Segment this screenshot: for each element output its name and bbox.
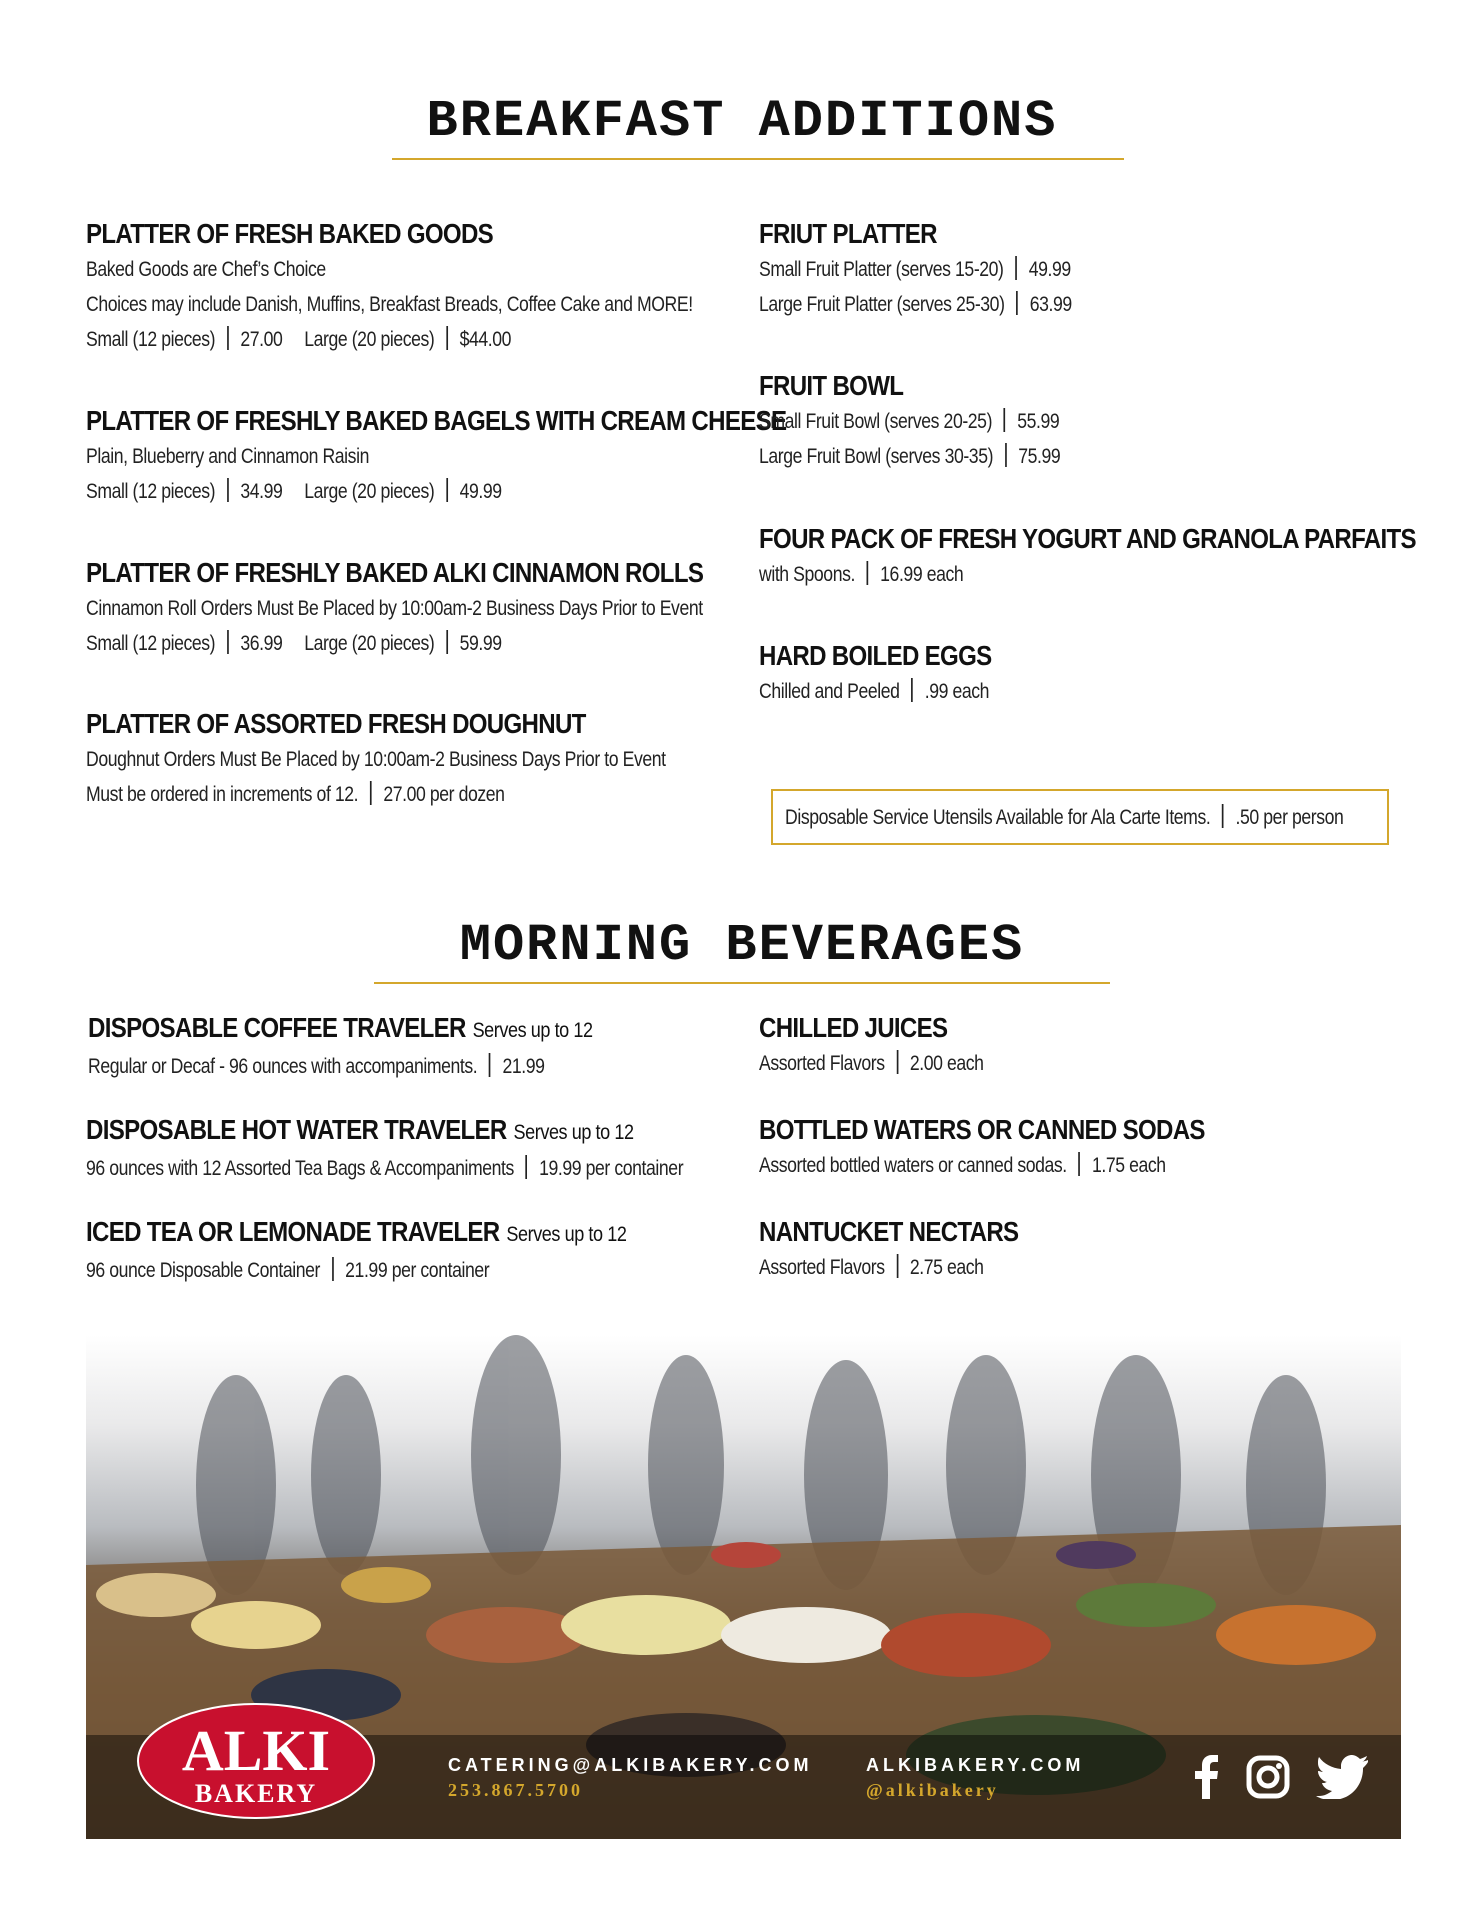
separator bbox=[489, 1053, 491, 1077]
separator bbox=[911, 678, 913, 702]
size-label: Large Fruit Bowl (serves 30-35) bbox=[759, 445, 994, 468]
item-prices bbox=[86, 1253, 614, 1288]
menu-item-parfaits bbox=[759, 521, 1484, 592]
social-handle[interactable]: @alkibakery bbox=[866, 1780, 999, 1800]
price: 49.99 bbox=[459, 480, 502, 503]
price: 19.99 per container bbox=[539, 1157, 684, 1180]
price: 16.99 each bbox=[880, 563, 964, 586]
item-prices bbox=[759, 674, 989, 709]
item-prices bbox=[86, 777, 666, 812]
item-title: HARD BOILED EGGS bbox=[759, 640, 992, 671]
separator bbox=[446, 478, 448, 502]
separator bbox=[446, 630, 448, 654]
size-label: Large (20 pieces) bbox=[304, 328, 435, 351]
price: .50 per person bbox=[1235, 806, 1344, 829]
size-label: Chilled and Peeled bbox=[759, 680, 900, 703]
separator bbox=[896, 1050, 898, 1074]
item-title: BOTTLED WATERS OR CANNED SODAS bbox=[759, 1114, 1205, 1145]
item-prices bbox=[759, 1148, 1194, 1183]
item-prices bbox=[759, 1046, 984, 1081]
separator bbox=[332, 1257, 334, 1281]
separator bbox=[1015, 256, 1017, 280]
menu-item-iced-tea-traveler bbox=[86, 1214, 714, 1288]
menu-item-coffee-traveler bbox=[88, 1010, 675, 1084]
utensils-line bbox=[785, 800, 1343, 835]
breakfast-title-rule bbox=[392, 158, 1124, 160]
email-link[interactable]: CATERING@ALKIBAKERY.COM bbox=[448, 1755, 813, 1775]
website-link[interactable]: ALKIBAKERY.COM bbox=[866, 1755, 1085, 1775]
separator bbox=[867, 561, 869, 585]
item-title: DISPOSABLE COFFEE TRAVELER bbox=[88, 1012, 466, 1043]
separator bbox=[526, 1155, 528, 1179]
size-label: Small (12 pieces) bbox=[86, 632, 216, 655]
item-description: Assorted bottled waters or canned sodas. bbox=[759, 1154, 1067, 1177]
utensils-notice bbox=[771, 789, 1389, 845]
price: 75.99 bbox=[1018, 445, 1061, 468]
item-prices bbox=[759, 1250, 1012, 1285]
item-prices bbox=[86, 1151, 683, 1186]
menu-item-eggs bbox=[759, 638, 1033, 709]
item-title: FOUR PACK OF FRESH YOGURT AND GRANOLA PARFAITS bbox=[759, 523, 1416, 554]
serves-note: Serves up to 12 bbox=[513, 1121, 634, 1144]
price: 21.99 per container bbox=[345, 1259, 490, 1282]
item-title: ICED TEA OR LEMONADE TRAVELER bbox=[86, 1216, 500, 1247]
item-prices bbox=[759, 439, 1060, 474]
price: $44.00 bbox=[459, 328, 512, 351]
size-label: Small Fruit Bowl (serves 20-25) bbox=[759, 410, 993, 433]
utensils-label: Disposable Service Utensils Available for Ala Carte Items. bbox=[785, 806, 1211, 829]
item-description: 96 ounce Disposable Container bbox=[86, 1259, 320, 1282]
catering-photo-banner bbox=[86, 1335, 1401, 1839]
price: 34.99 bbox=[240, 480, 283, 503]
item-title: NANTUCKET NECTARS bbox=[759, 1216, 1019, 1247]
item-prices bbox=[759, 252, 1072, 287]
menu-item-fruit-bowl bbox=[759, 368, 1118, 474]
item-title: DISPOSABLE HOT WATER TRAVELER bbox=[86, 1114, 507, 1145]
logo-text: ALKI bbox=[181, 1718, 331, 1783]
separator bbox=[1079, 1152, 1081, 1176]
menu-item-baked-goods bbox=[86, 216, 808, 357]
breakfast-section-title: BREAKFAST ADDITIONS bbox=[426, 92, 1058, 151]
separator bbox=[1004, 408, 1006, 432]
price: 2.00 each bbox=[909, 1052, 984, 1075]
price: 27.00 bbox=[240, 328, 283, 351]
item-title: FRIUT PLATTER bbox=[759, 218, 937, 249]
serves-note: Serves up to 12 bbox=[506, 1223, 627, 1246]
price: 27.00 per dozen bbox=[383, 783, 505, 806]
separator bbox=[370, 781, 372, 805]
price: .99 each bbox=[924, 680, 990, 703]
separator bbox=[227, 326, 229, 350]
item-description: Cinnamon Roll Orders Must Be Placed by 10:00am-2 Business Days Prior to Event bbox=[86, 597, 703, 620]
size-label: Small (12 pieces) bbox=[86, 480, 216, 503]
item-description: Baked Goods are Chef’s Choice bbox=[86, 258, 326, 281]
price: 55.99 bbox=[1017, 410, 1060, 433]
size-label: Large Fruit Platter (serves 25-30) bbox=[759, 293, 1005, 316]
separator bbox=[227, 478, 229, 502]
menu-item-cinnamon-rolls bbox=[86, 555, 820, 661]
size-label: Large (20 pieces) bbox=[304, 632, 435, 655]
logo-oval bbox=[136, 1702, 376, 1820]
separator bbox=[896, 1254, 898, 1278]
separator bbox=[446, 326, 448, 350]
size-label: Small (12 pieces) bbox=[86, 328, 216, 351]
serves-note: Serves up to 12 bbox=[472, 1019, 593, 1042]
beverages-title-rule bbox=[374, 982, 1110, 984]
item-title: CHILLED JUICES bbox=[759, 1012, 948, 1043]
beverages-section-title: MORNING BEVERAGES bbox=[459, 916, 1025, 975]
item-prices bbox=[86, 474, 770, 509]
menu-item-fruit-platter bbox=[759, 216, 1131, 322]
price: 36.99 bbox=[240, 632, 283, 655]
item-description: 96 ounces with 12 Assorted Tea Bags & Accompaniments bbox=[86, 1157, 514, 1180]
menu-item-nantucket-nectars bbox=[759, 1214, 1061, 1285]
item-prices bbox=[759, 557, 1401, 592]
item-prices bbox=[88, 1049, 581, 1084]
separator bbox=[1005, 443, 1007, 467]
item-title: PLATTER OF FRESH BAKED GOODS bbox=[86, 218, 494, 249]
item-prices bbox=[759, 287, 1072, 322]
phone-number[interactable]: 253.867.5700 bbox=[448, 1780, 583, 1800]
contact-web bbox=[866, 1755, 1084, 1801]
menu-item-chilled-juices bbox=[759, 1010, 1026, 1081]
item-description: Plain, Blueberry and Cinnamon Raisin bbox=[86, 445, 369, 468]
price: 49.99 bbox=[1028, 258, 1071, 281]
item-description: Assorted Flavors bbox=[759, 1052, 885, 1075]
item-title: FRUIT BOWL bbox=[759, 370, 904, 401]
menu-item-waters-sodas bbox=[759, 1112, 1277, 1183]
size-label: Small Fruit Platter (serves 15-20) bbox=[759, 258, 1004, 281]
item-description: Regular or Decaf - 96 ounces with accompaniments. bbox=[88, 1055, 478, 1078]
order-note: Must be ordered in increments of 12. bbox=[86, 783, 359, 806]
item-prices bbox=[759, 404, 1060, 439]
menu-item-hot-water-traveler bbox=[86, 1112, 797, 1186]
item-prices bbox=[86, 322, 693, 357]
item-description: Doughnut Orders Must Be Placed by 10:00am-2 Business Days Prior to Event bbox=[86, 748, 666, 771]
separator bbox=[1016, 291, 1018, 315]
item-title: PLATTER OF FRESHLY BAKED BAGELS WITH CREAM CHEESE bbox=[86, 405, 787, 436]
logo-subtext: BAKERY bbox=[194, 1779, 318, 1808]
price: 63.99 bbox=[1029, 293, 1072, 316]
item-description: Assorted Flavors bbox=[759, 1256, 885, 1279]
size-label: with Spoons. bbox=[759, 563, 855, 586]
price: 2.75 each bbox=[909, 1256, 984, 1279]
item-description: Choices may include Danish, Muffins, Breakfast Breads, Coffee Cake and MORE! bbox=[86, 293, 693, 316]
price: 1.75 each bbox=[1091, 1154, 1166, 1177]
price: 59.99 bbox=[459, 632, 502, 655]
contact-email-phone bbox=[448, 1755, 813, 1801]
price: 21.99 bbox=[502, 1055, 545, 1078]
item-title: PLATTER OF ASSORTED FRESH DOUGHNUT bbox=[86, 708, 586, 739]
separator bbox=[227, 630, 229, 654]
separator bbox=[1222, 804, 1224, 828]
item-prices bbox=[86, 626, 703, 661]
menu-item-doughnuts bbox=[86, 706, 776, 812]
size-label: Large (20 pieces) bbox=[304, 480, 435, 503]
item-title: PLATTER OF FRESHLY BAKED ALKI CINNAMON ROLLS bbox=[86, 557, 704, 588]
